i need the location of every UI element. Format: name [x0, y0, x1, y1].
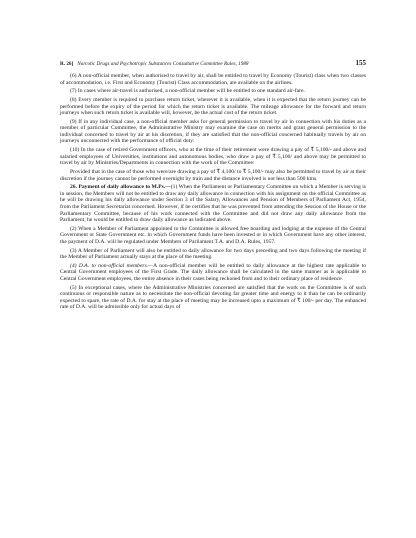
paragraph	[60, 88, 366, 95]
paragraph	[60, 73, 366, 86]
paragraph	[60, 169, 366, 182]
paragraph-text: (6) A non-official member, when authorised to travel by air, shall be entitled to travel by Economy (Tourist) class when two classes of accommodation, i.e. First and Economy (Tourist) Class accommodation, are available on the airlines.	[60, 73, 366, 86]
paragraph	[60, 248, 366, 261]
paragraph-text: (9) If in any individual case, a non-official member asks for general permission to travel by air in connection with his duties as a member of particular Committee, the Administrative Ministry may examine the case on merits and grant general permission to the individual concerned to travel by air at his discretion, if they are satisfied that the non-official concerned habitually travels by air on journeys unconnected with the performance of official duty:	[60, 118, 366, 145]
header-title: Narcotic Drugs and Psychotropic Substances Consultative Committee Rules, 1988	[77, 61, 249, 67]
section-reference: R. 26]	[60, 61, 74, 67]
paragraph	[60, 285, 366, 311]
page-number: 155	[355, 59, 366, 67]
paragraph-text: (2) When a Member of Parliament appointed to the Committee is allowed free boarding and lodging at the expense of the Central Government or State Government etc. in which Government funds have been invested or in which Government have any other interest, the payment of D.A. will be regulated under Members of Parliament T.A. and D.A. Rules, 1957.	[60, 225, 366, 245]
paragraph-text: Provided that in the case of those who were/are drawing a pay of ₹ 4,100/ to ₹ 5,100/- may also be permitted to travel by air at their discretion if the journey cannot be performed overnight by train and the distance involved is not less than 500 kms.	[60, 169, 366, 182]
paragraph-heading: 26. Payment of daily allowance to M.Ps.—	[70, 184, 171, 191]
document-body	[60, 73, 366, 311]
paragraph	[60, 119, 366, 145]
paragraph-text: (8) Every member is required to purchase return ticket, wherever it is available, when it is expected that the return journey can be performed before the expiry of the period for which the return ticket is available. The mileage allowance for the forward and return journeys when such return ticket is available will, however, be the actual cost of the return ticket.	[60, 97, 366, 117]
paragraph-heading: (4) D.A. to non-official members.—	[70, 262, 154, 269]
paragraph-text: (7) In cases where air-travel is authorised, a non-official member will be entitled to one standard air-fare.	[70, 88, 305, 95]
paragraph	[60, 226, 366, 246]
paragraph-text: (10) In the case of retired Government officers, who at the time of their retirement were drawing a pay of ₹ 5,100/- and above and salaried employees of Universities, institutions and autonomous bodies, who draw a pay of ₹ 5,100/ and above may be permitted to travel by air by Ministries/Departments in connection with the work of the Committee:	[60, 147, 366, 167]
paragraph	[60, 184, 366, 223]
paragraph-text: A non-official member will be entitled to daily allowance at the highest rate applicable to Central Government employees of the First Grade. The daily allowance shall be calculated in the same manner as is applicable to Central Government employees, the entire absence in their cases being reckoned from and to their ordinary place of residence.	[60, 262, 366, 282]
paragraph-text: (1) When the Parliament or Parliamentary Committee on which a Member is serving is in session, the Members will not be entitled to draw any daily allowance in connection with his assignment on the official Committee as he will be drawing his daily allowance under Section 3 of the Salary, Allowances and Pension of Members of Parliament Act, 1954, from the Parliament Secretariat concerned. However, if he certifies that he was prevented from attending the Session of the House or the Parliamentary Committee, because of his work connected with the Committee and did not draw any daily allowance from the Parliament, he would be entitled to draw daily allowance as indicated above.	[60, 184, 366, 224]
paragraph	[60, 97, 366, 117]
paragraph-text: (3) A Member of Parliament will also be entitled to daily allowance for two days preceding and two days following the meeting if the Member of Parliament actually stays at the place of the meeting.	[60, 247, 366, 261]
running-header	[60, 60, 366, 67]
paragraph-text: (5) In exceptional cases, where the Administrative Ministries concerned are satisfied that the work on the Committee is of such continuous or responsible nature as to necessitate the non-official devoting far greater time and energy to it than he can be ordinarily expected to spare, the rate of D.A. for stay at the place of meeting may be increased upto a maximum of ₹ 100/- per day. The enhanced rate of D.A. will be admissible only for actual days of	[60, 284, 366, 311]
paragraph	[60, 263, 366, 283]
paragraph	[60, 147, 366, 167]
